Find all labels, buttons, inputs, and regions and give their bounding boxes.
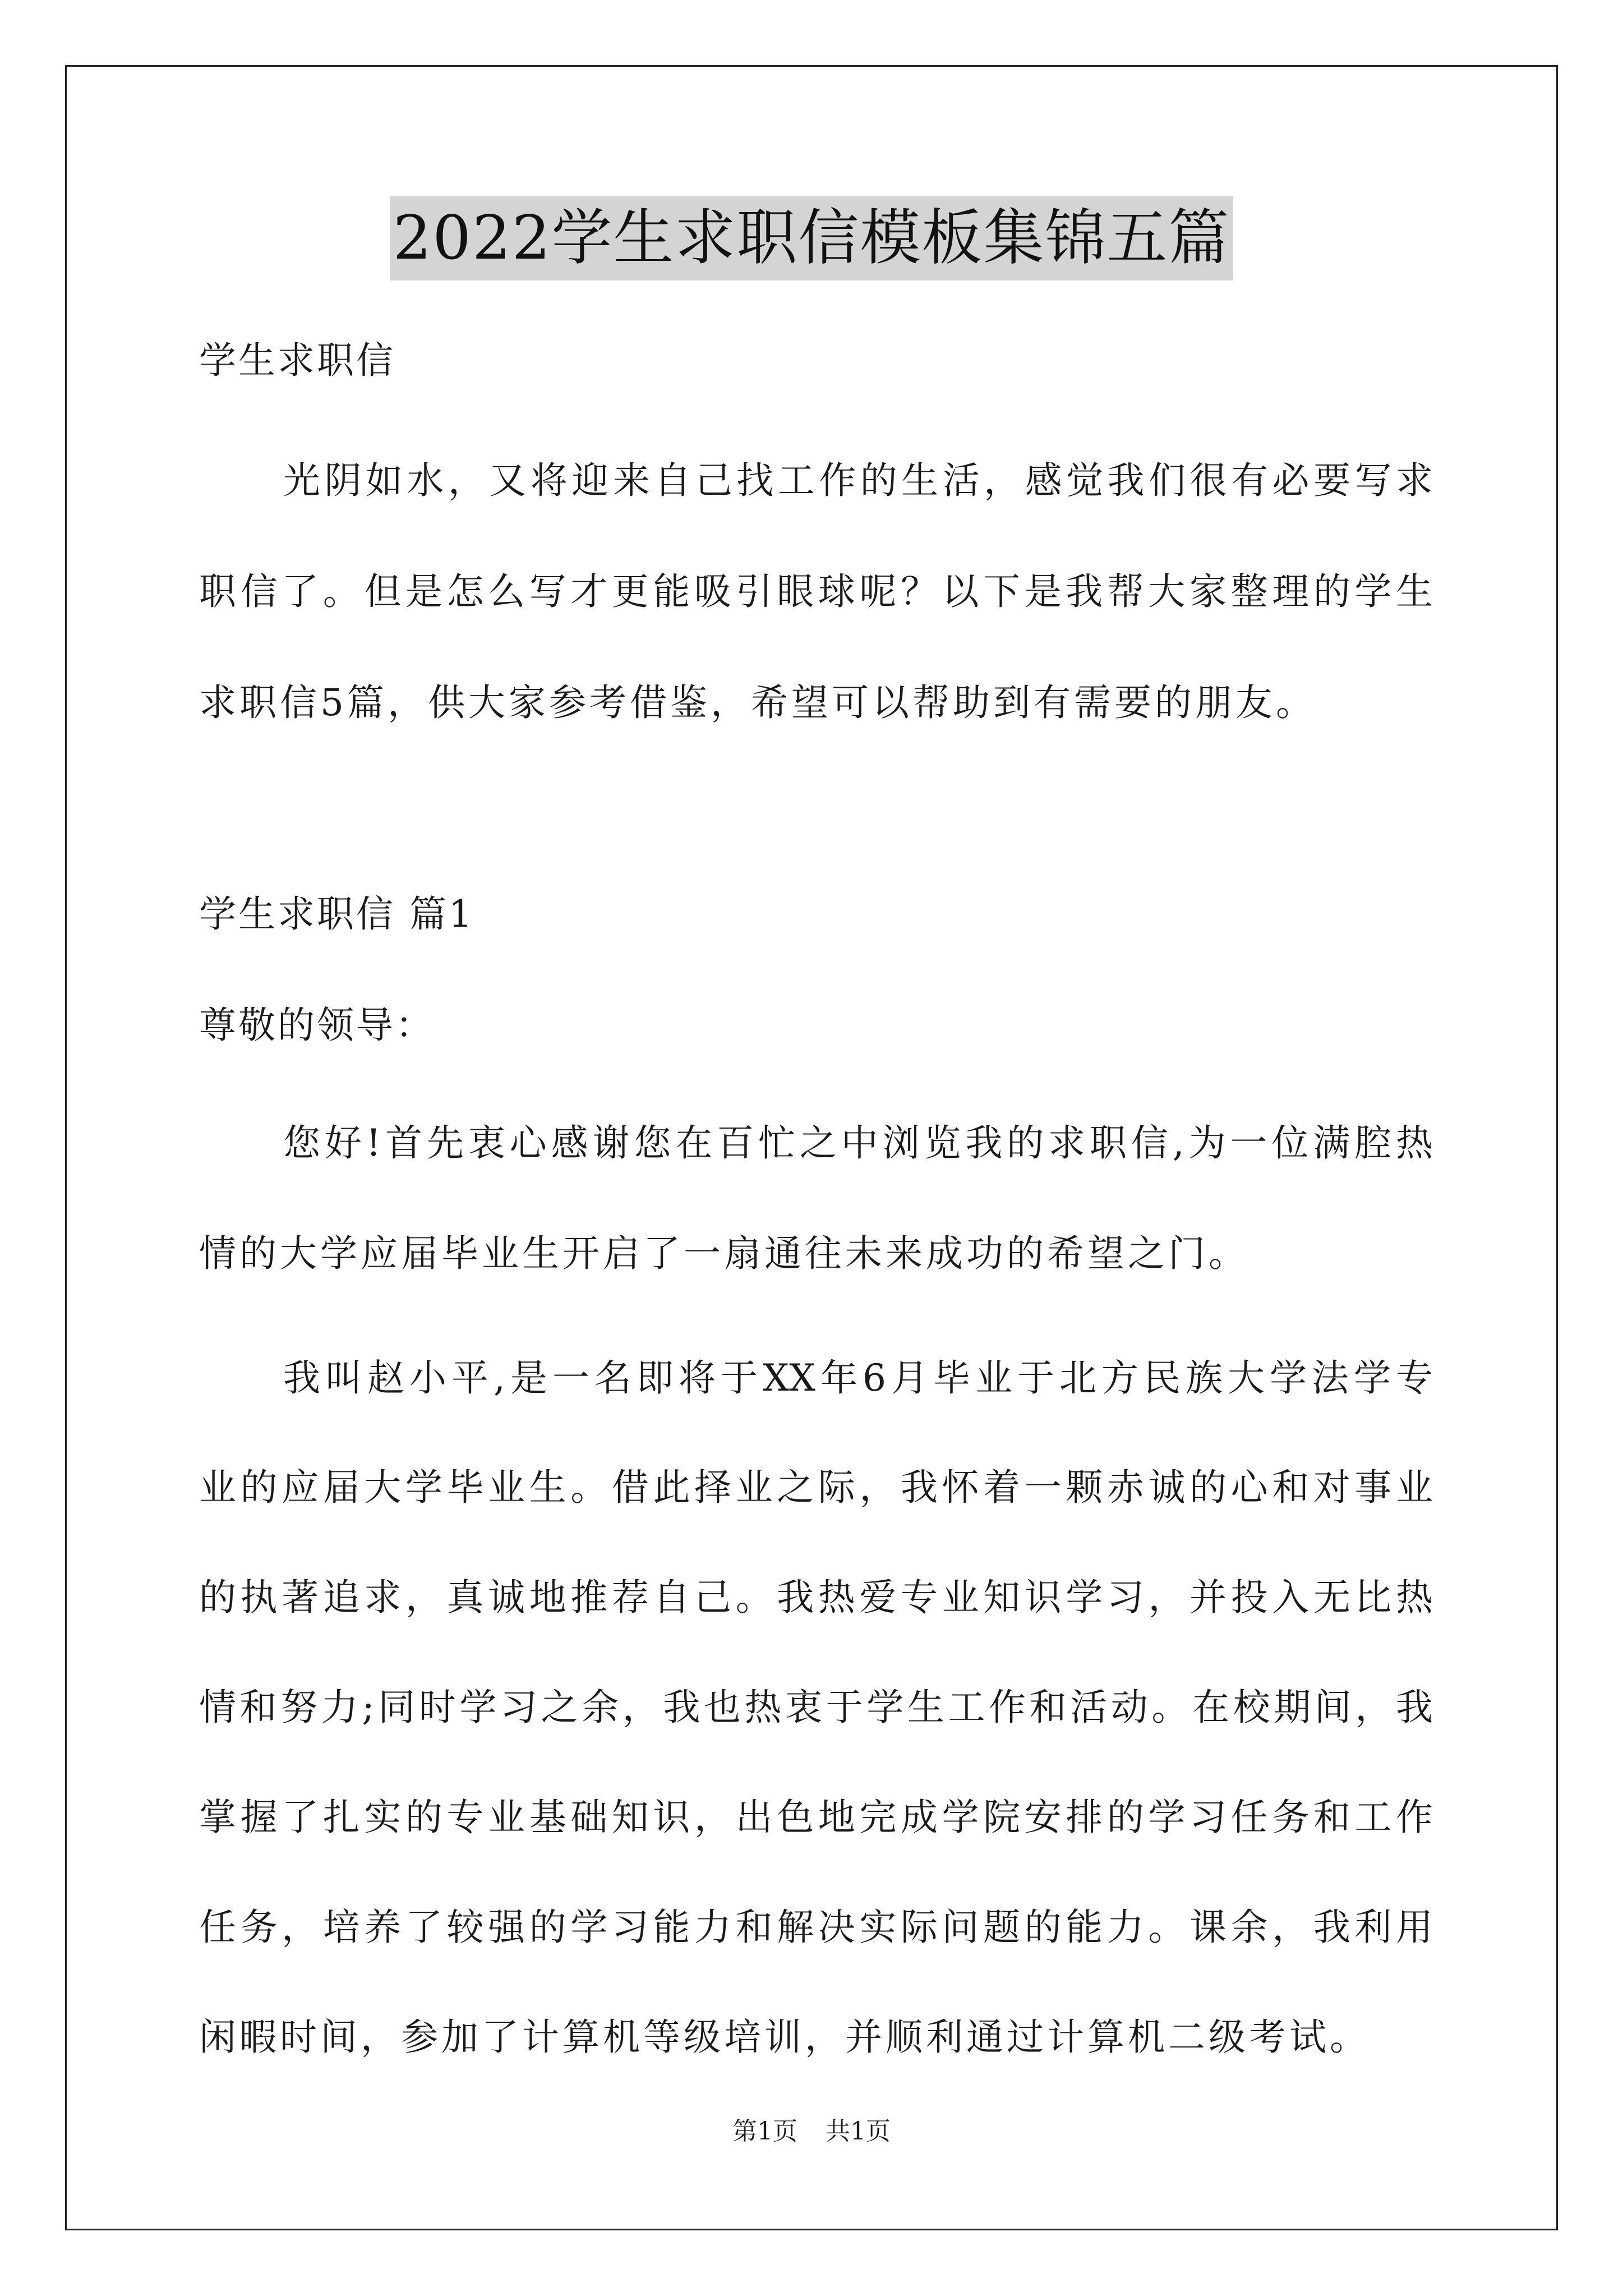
section-heading: 学生求职信 篇1	[199, 892, 474, 936]
paragraph-line: 情和努力;同时学习之余，我也热衷于学生工作和活动。在校期间，我	[199, 1686, 1433, 1729]
document-title: 2022学生求职信模板集锦五篇	[390, 196, 1234, 280]
intro-heading: 学生求职信	[199, 339, 395, 382]
page-footer	[0, 2115, 1623, 2148]
paragraph-line: 任务，培养了较强的学习能力和解决实际问题的能力。课余，我利用	[199, 1906, 1433, 1949]
salutation: 尊敬的领导：	[199, 1004, 435, 1047]
intro-line: 光阴如水，又将迎来自己找工作的生活，感觉我们很有必要写求	[283, 459, 1433, 502]
title-container	[0, 196, 1623, 280]
paragraph-line: 您好!首先衷心感谢您在百忙之中浏览我的求职信,为一位满腔热	[283, 1121, 1433, 1165]
page-total: 共1页	[826, 2117, 891, 2146]
paragraph-line: 掌握了扎实的专业基础知识，出色地完成学院安排的学习任务和工作	[199, 1796, 1433, 1839]
paragraph-line: 业的应届大学毕业生。借此择业之际，我怀着一颗赤诚的心和对事业	[199, 1466, 1433, 1509]
paragraph-line: 的执著追求，真诚地推荐自己。我热爱专业知识学习，并投入无比热	[199, 1576, 1433, 1619]
paragraph-line: 我叫赵小平,是一名即将于XX年6月毕业于北方民族大学法学专	[283, 1356, 1433, 1400]
page-number: 第1页	[732, 2117, 797, 2146]
intro-line: 职信了。但是怎么写才更能吸引眼球呢？以下是我帮大家整理的学生	[199, 570, 1433, 613]
paragraph-line: 情的大学应届毕业生开启了一扇通往未来成功的希望之门。	[199, 1232, 1249, 1275]
intro-line: 求职信5篇，供大家参考借鉴，希望可以帮助到有需要的朋友。	[199, 681, 1316, 724]
paragraph-line: 闲暇时间，参加了计算机等级培训，并顺利通过计算机二级考试。	[199, 2016, 1370, 2059]
